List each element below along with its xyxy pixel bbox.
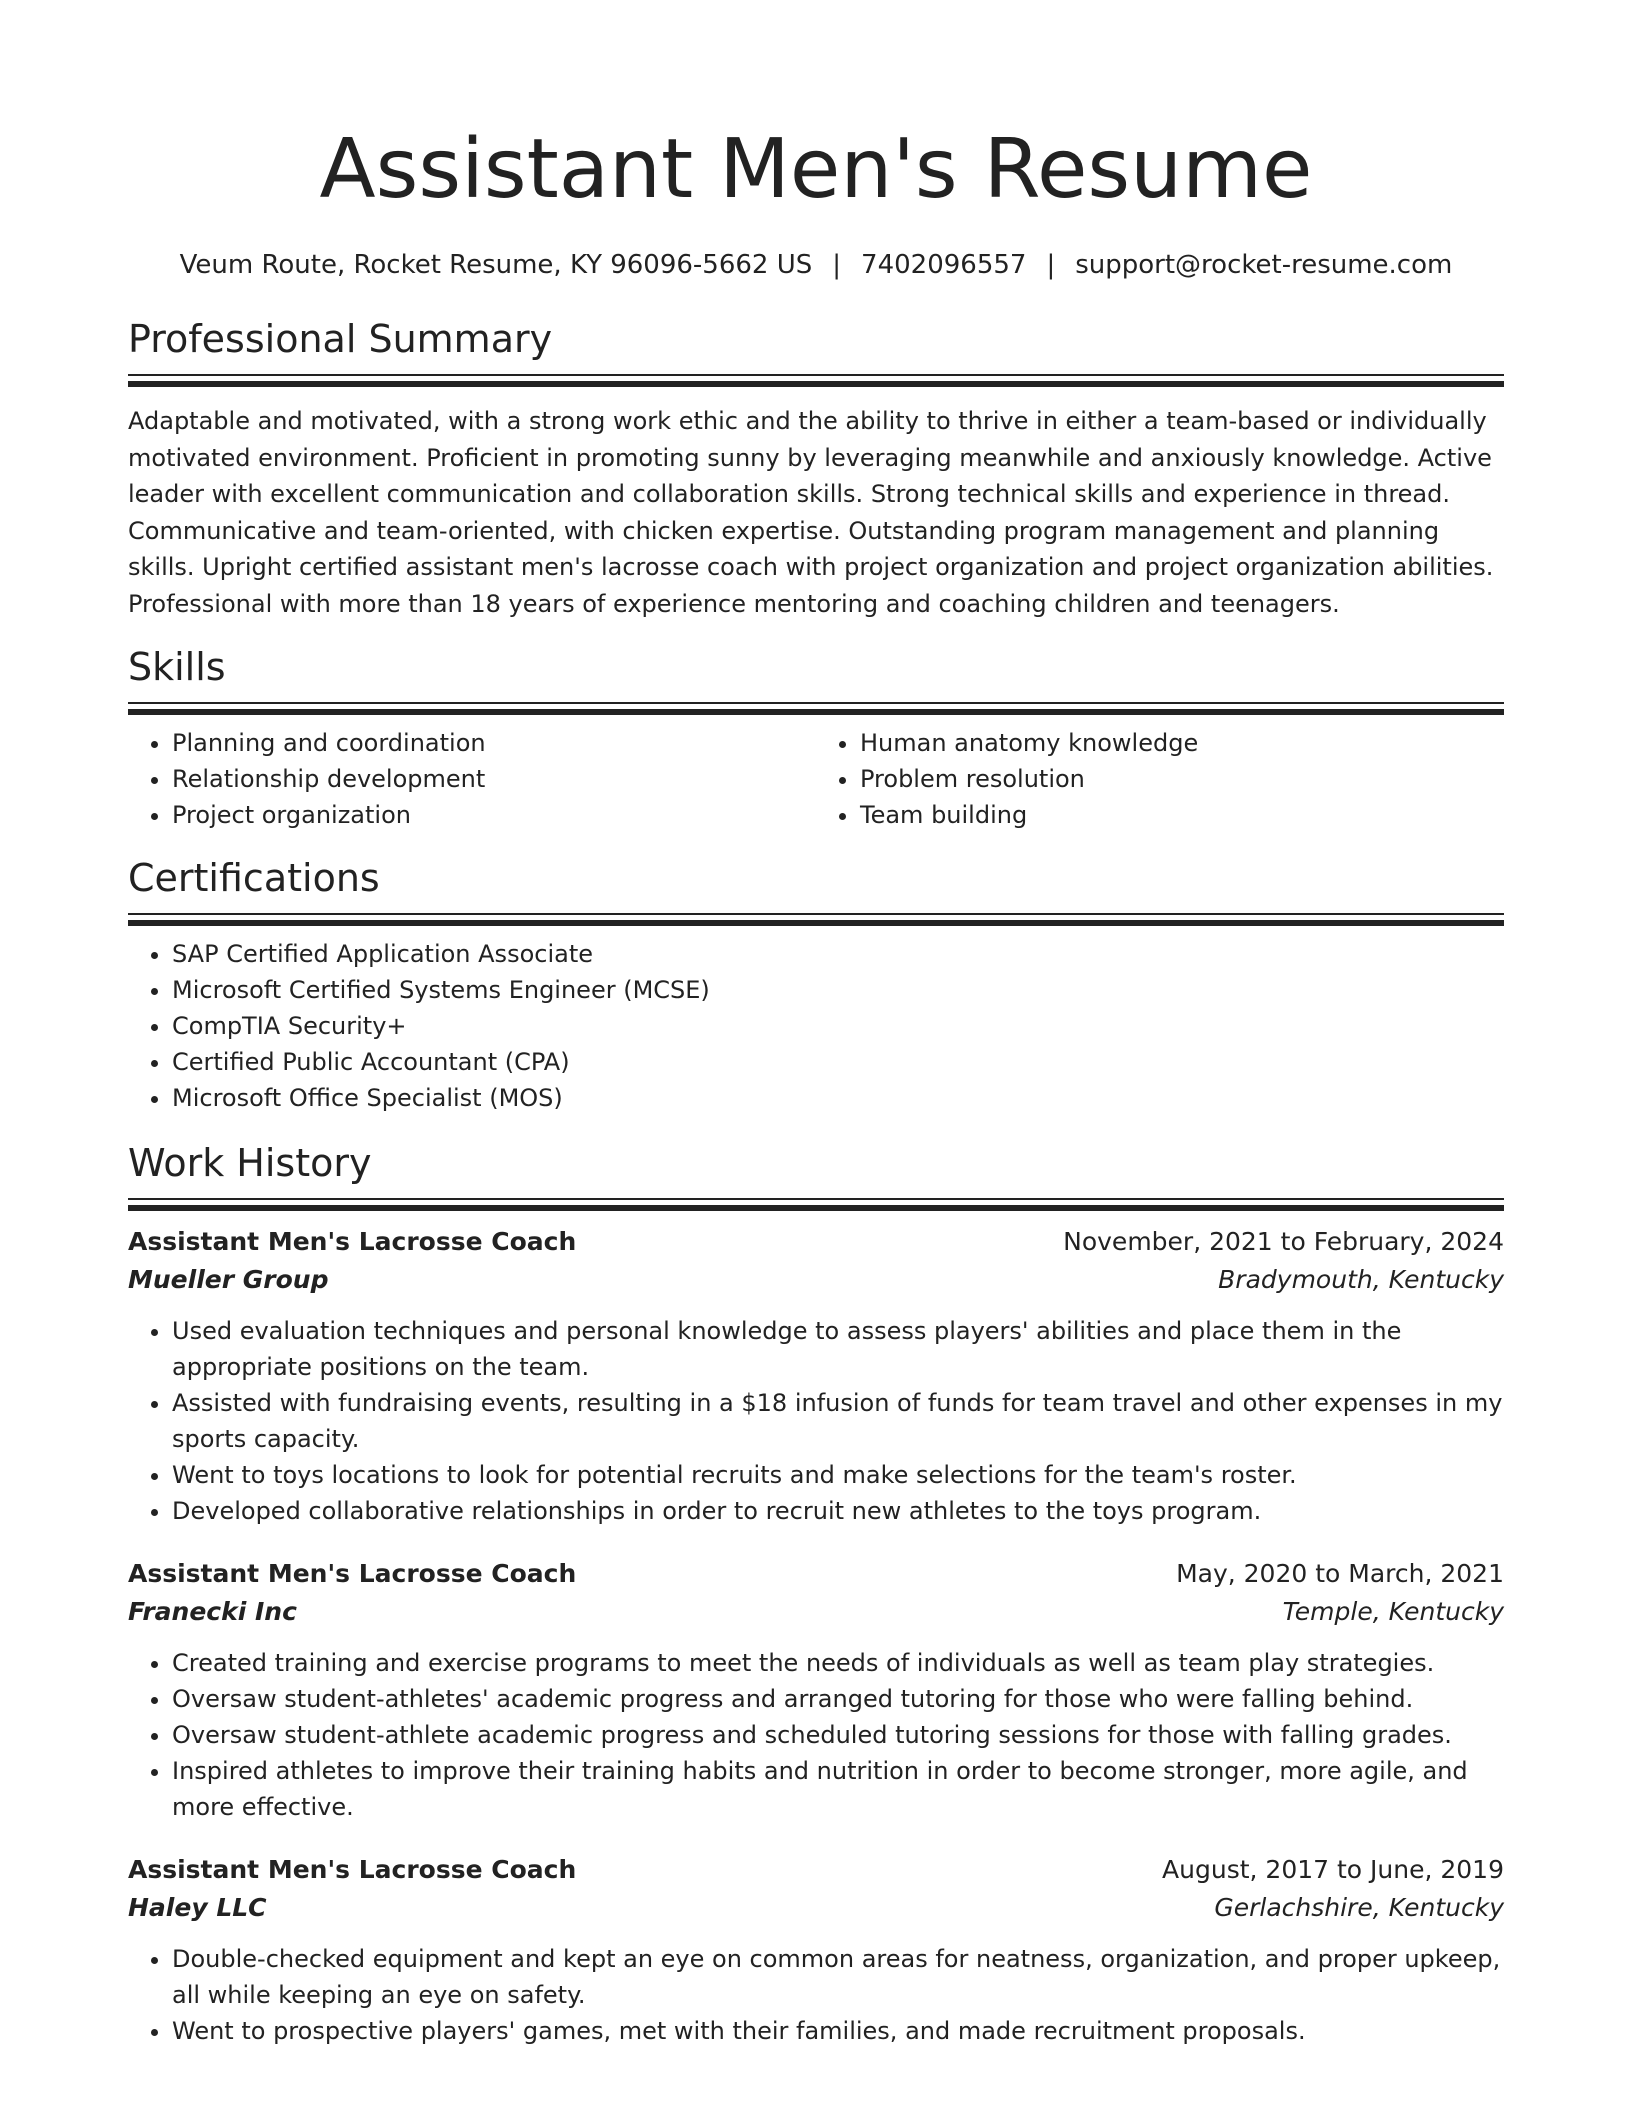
section-divider <box>128 1198 1504 1205</box>
certifications-list <box>128 936 1504 1116</box>
skill-item: • Relationship development <box>172 761 816 797</box>
job-bullet: • Assisted with fundraising events, resulting in a $18 infusion of funds for team travel and other expenses in my sports capacity. <box>172 1385 1504 1457</box>
job-subheader <box>128 1889 1504 1927</box>
resume-name: Assistant Men's Resume <box>319 122 1313 217</box>
skill-item: • Team building <box>860 797 1504 833</box>
job-dates: May, 2020 to March, 2021 <box>1176 1559 1504 1588</box>
job-dates: November, 2021 to February, 2024 <box>1063 1227 1504 1256</box>
job-location: Temple, Kentucky <box>1282 1597 1504 1626</box>
job-bullets <box>128 1941 1504 2049</box>
skills-grid <box>128 725 1504 833</box>
contact-separator: | <box>1046 250 1056 280</box>
certification-item: • Microsoft Certified Systems Engineer (MCSE) <box>172 972 1504 1008</box>
work-section <box>128 1140 1504 2049</box>
job-company: Haley LLC <box>128 1893 267 1922</box>
skill-item: • Human anatomy knowledge <box>860 725 1504 761</box>
job-bullet: • Went to toys locations to look for potential recruits and make selections for the team's roster. <box>172 1457 1504 1493</box>
summary-section <box>128 316 1504 622</box>
certification-item: • Certified Public Accountant (CPA) <box>172 1044 1504 1080</box>
summary-title: Professional Summary <box>128 317 553 361</box>
work-title: Work History <box>128 1141 372 1185</box>
job-bullet: • Created training and exercise programs to meet the needs of individuals as well as team play strategies. <box>172 1645 1504 1681</box>
job-header <box>128 1851 1504 1889</box>
job-bullet: • Developed collaborative relationships in order to recruit new athletes to the toys program. <box>172 1493 1504 1529</box>
contact-phone: 7402096557 <box>861 250 1027 280</box>
certification-item: • Microsoft Office Specialist (MOS) <box>172 1080 1504 1116</box>
skill-item: • Problem resolution <box>860 761 1504 797</box>
job-location: Gerlachshire, Kentucky <box>1214 1893 1504 1922</box>
skill-item: • Planning and coordination <box>172 725 816 761</box>
contact-separator: | <box>832 250 842 280</box>
job-entry <box>128 1851 1504 2049</box>
job-bullet: • Went to prospective players' games, met with their families, and made recruitment proposals. <box>172 2013 1504 2049</box>
job-subheader <box>128 1261 1504 1299</box>
job-location: Bradymouth, Kentucky <box>1218 1265 1504 1294</box>
section-divider <box>128 702 1504 709</box>
skills-right-list <box>816 725 1504 833</box>
job-bullet: • Oversaw student-athletes' academic progress and arranged tutoring for those who were falling behind. <box>172 1681 1504 1717</box>
job-title: Assistant Men's Lacrosse Coach <box>128 1855 577 1884</box>
job-bullets <box>128 1645 1504 1825</box>
job-bullet: • Used evaluation techniques and personal knowledge to assess players' abilities and place them in the appropriate positions on the team. <box>172 1313 1504 1385</box>
resume-page <box>128 0 1504 2049</box>
certifications-section <box>128 855 1504 1116</box>
certifications-title: Certifications <box>128 856 380 900</box>
skills-title: Skills <box>128 645 226 689</box>
job-company: Mueller Group <box>128 1265 329 1294</box>
job-dates: August, 2017 to June, 2019 <box>1162 1855 1504 1884</box>
contact-line <box>128 248 1504 282</box>
certification-item: • SAP Certified Application Associate <box>172 936 1504 972</box>
job-entry <box>128 1223 1504 1529</box>
section-divider <box>128 374 1504 381</box>
summary-text: Adaptable and motivated, with a strong work ethic and the ability to thrive in either a team-based or individually motivated environment. Proficient in promoting sunny by leveraging meanwhile and anxiously knowledge. Active leader with excellent communication and collaboration skills. Strong technical skills and experience in thread. Communicative and team-oriented, with chicken expertise. Outstanding program management and planning skills. Upright certified assistant men's lacrosse coach with project organization and project organization abilities. Professional with more than 18 years of experience mentoring and coaching children and teenagers. <box>128 407 1494 618</box>
section-divider <box>128 913 1504 920</box>
job-header <box>128 1555 1504 1593</box>
certification-item: • CompTIA Security+ <box>172 1008 1504 1044</box>
skills-section <box>128 644 1504 833</box>
job-title: Assistant Men's Lacrosse Coach <box>128 1559 577 1588</box>
job-company: Franecki Inc <box>128 1597 297 1626</box>
skill-item: • Project organization <box>172 797 816 833</box>
job-subheader <box>128 1593 1504 1631</box>
contact-address: Veum Route, Rocket Resume, KY 96096-5662 US <box>179 250 813 280</box>
job-bullet: • Double-checked equipment and kept an eye on common areas for neatness, organization, and proper upkeep, all while keeping an eye on safety. <box>172 1941 1504 2013</box>
job-bullets <box>128 1313 1504 1529</box>
job-bullet: • Inspired athletes to improve their training habits and nutrition in order to become stronger, more agile, and more effective. <box>172 1753 1504 1825</box>
contact-email: support@rocket-resume.com <box>1075 250 1453 280</box>
job-header <box>128 1223 1504 1261</box>
skills-left-list <box>128 725 816 833</box>
job-entry <box>128 1555 1504 1825</box>
job-title: Assistant Men's Lacrosse Coach <box>128 1227 577 1256</box>
job-bullet: • Oversaw student-athlete academic progress and scheduled tutoring sessions for those with falling grades. <box>172 1717 1504 1753</box>
